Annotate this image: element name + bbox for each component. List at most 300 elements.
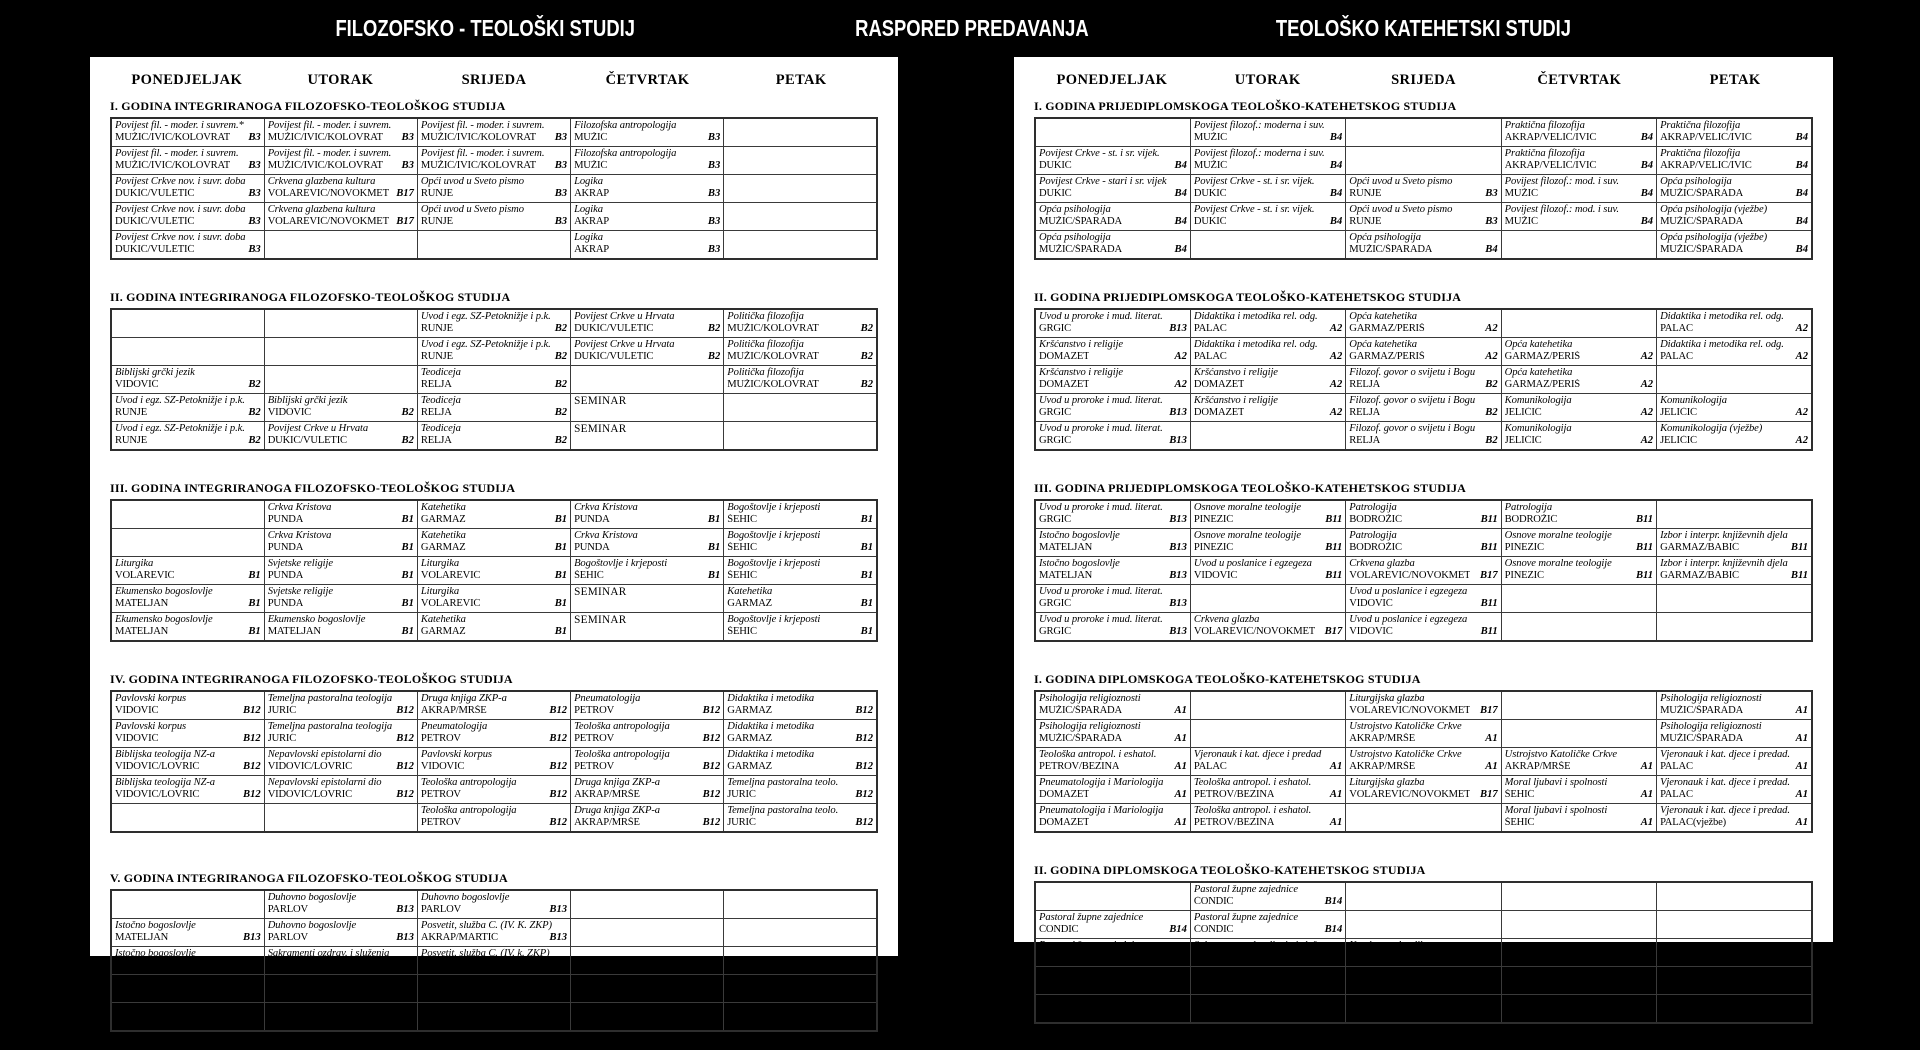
- lecturer-name: PALAC: [1660, 789, 1693, 800]
- room-code: B17: [1324, 626, 1343, 637]
- lecturer-name: ČONDIĆ: [1039, 924, 1079, 935]
- lecturer-name: MATELJAN: [267, 626, 321, 637]
- lecturer-room-line: [727, 570, 873, 583]
- timetable-cell: [724, 338, 877, 366]
- sections-container-left: [110, 99, 878, 1032]
- lecturer-room-line: [115, 598, 261, 611]
- lecturer-name: GARMAZ/PERIŠ: [1349, 980, 1425, 991]
- lecturer-room-line: [421, 570, 567, 583]
- lecturer-name: GRGIĆ: [1039, 407, 1071, 418]
- lecturer-name: DUKIĆ/VULETIĆ: [574, 323, 654, 334]
- day-header-petak: PETAK: [775, 72, 827, 88]
- lecturer-room-line: [421, 351, 567, 364]
- room-code: A2: [1329, 379, 1343, 390]
- course-name: Biblijska teologija NZ-a: [115, 749, 216, 760]
- lecturer-name: RUNJE: [420, 216, 453, 227]
- lecturer-name: VOLAREVIĆ/NOVOKMET: [1349, 789, 1471, 800]
- timetable-cell: [264, 529, 417, 557]
- course-name: Didaktika i metodika: [727, 749, 815, 760]
- room-code: B1: [860, 514, 873, 525]
- room-code: B13: [549, 904, 568, 915]
- timetable-cell: [111, 557, 264, 585]
- room-code: A2: [1795, 435, 1808, 446]
- room-code: B11: [1790, 570, 1808, 581]
- timetable-cell: [1346, 720, 1501, 748]
- timetable-cell: [1657, 175, 1812, 203]
- room-code: B14: [1169, 952, 1187, 963]
- timetable-row: [1035, 691, 1812, 720]
- timetable-cell-empty: [1035, 882, 1190, 911]
- lecturer-room-line: [1505, 188, 1653, 201]
- room-code: B2: [401, 435, 414, 446]
- course-name: Crkvena glazba: [1349, 558, 1415, 569]
- course-name: Liturgika: [115, 558, 154, 569]
- timetable-cell: [417, 613, 570, 642]
- lecturer-room-line: [1505, 542, 1653, 555]
- lecturer-name: DOMAZET: [1193, 379, 1245, 390]
- timetable: [1034, 308, 1813, 451]
- lecturer-name: AKRAP/VELIĆ/IVIĆ: [1504, 160, 1597, 171]
- timetable-cell: [1346, 939, 1501, 967]
- room-code: B4: [1640, 188, 1654, 199]
- timetable-cell: [1501, 175, 1656, 203]
- course-name: Sakramenti ozdrav. i služenja: [267, 948, 390, 959]
- timetable-cell: [264, 947, 417, 975]
- room-code: B2: [554, 407, 568, 418]
- course-name: Psihologija religioznosti: [1039, 721, 1141, 732]
- room-code: B14: [1480, 980, 1498, 991]
- timetable-cell-empty: [264, 366, 417, 394]
- lecturer-name: JELIČIĆ: [1660, 407, 1697, 418]
- lecturer-room-line: [1194, 924, 1342, 937]
- lecturer-name: PETROV: [420, 817, 461, 828]
- room-code: B12: [702, 817, 721, 828]
- lecturer-room-line: [421, 379, 567, 392]
- lecturer-room-line: [115, 932, 261, 945]
- lecturer-room-line: [1039, 216, 1187, 229]
- year-section: [1034, 99, 1813, 260]
- course-name: Povijest Crkve u Hrvata: [574, 311, 675, 322]
- lecturer-name: RUNJE: [420, 323, 453, 334]
- course-name: Patrologija: [1349, 502, 1397, 513]
- room-code: A1: [1329, 817, 1343, 828]
- room-code: B13: [1169, 323, 1187, 334]
- lecturer-room-line: [727, 514, 873, 527]
- lecturer-name: PALAC: [1193, 761, 1227, 772]
- room-code: B3: [554, 216, 568, 227]
- lecturer-room-line: [421, 932, 567, 945]
- room-code: B12: [243, 705, 261, 716]
- lecturer-name: ČONDIĆ: [1193, 924, 1234, 935]
- room-code: B2: [248, 407, 261, 418]
- timetable-row: [1035, 147, 1812, 175]
- lecturer-name: GARMAZ: [727, 733, 772, 744]
- room-code: B14: [1324, 952, 1343, 963]
- lecturer-name: MUŽIĆ/IVIĆ/KOLOVRAT: [267, 160, 383, 171]
- course-name: Kršćanstvo i religije: [1193, 395, 1278, 406]
- lecturer-room-line: [1660, 244, 1808, 257]
- lecturer-room-line: [268, 216, 414, 229]
- timetable-cell: [1346, 394, 1501, 422]
- course-name: Druga knjiga ZKP-a: [574, 805, 660, 816]
- timetable-cell-empty: [724, 147, 877, 175]
- timetable-row: [111, 890, 877, 919]
- timetable-cell: [724, 720, 877, 748]
- course-name: Opća katehetika: [1349, 339, 1417, 350]
- timetable-cell-empty: [1190, 691, 1345, 720]
- timetable-row: [1035, 613, 1812, 642]
- course-name: Uvod i egz. SZ-Petoknižje i p.k.: [420, 339, 551, 350]
- lecturer-room-line: [574, 542, 720, 555]
- room-code: B13: [549, 932, 568, 943]
- room-code: B1: [554, 514, 568, 525]
- lecturer-room-line: [1349, 407, 1497, 420]
- lecturer-room-line: [1039, 351, 1187, 364]
- lecturer-name: AKRAP/MRŠE: [574, 789, 640, 800]
- room-code: B1: [401, 570, 414, 581]
- timetable-cell: [1190, 394, 1345, 422]
- course-name: Opći uvod u Sveto pismo: [1349, 204, 1453, 215]
- course-name: Crkvena glazbena kultura: [267, 204, 376, 215]
- room-code: A1: [1795, 733, 1808, 744]
- lecturer-room-line: [115, 570, 261, 583]
- lecturer-room-line: [268, 160, 414, 173]
- lecturer-name: MATELJAN: [1039, 542, 1093, 553]
- lecturer-name: MUŽIĆ/KOLOVRAT: [727, 379, 819, 390]
- room-code: B12: [396, 733, 414, 744]
- room-code: B4: [1485, 244, 1498, 255]
- room-code: B12: [243, 733, 261, 744]
- course-name: Bogoštovlje i krjeposti: [727, 558, 821, 569]
- section-title: II. GODINA INTEGRIRANOGA FILOZOFSKO-TEOLOŠKOG STUDIJA: [110, 290, 511, 304]
- timetable-cell: [1657, 394, 1812, 422]
- lecturer-room-line: [574, 351, 720, 364]
- lecturer-room-line: [727, 705, 873, 718]
- lecturer-room-line: [1194, 379, 1342, 392]
- lecturer-room-line: [1660, 188, 1808, 201]
- day-header-utorak: UTORAK: [1234, 72, 1301, 88]
- timetable-cell-empty: [264, 804, 417, 833]
- lecturer-name: PINEZIĆ: [1193, 542, 1234, 553]
- timetable-cell: [1035, 338, 1190, 366]
- timetable-cell: [417, 691, 570, 720]
- timetable-cell: [1501, 529, 1656, 557]
- course-name: Vjeronauk i kat. djece i predad.: [1660, 805, 1790, 816]
- timetable-cell: [1657, 529, 1812, 557]
- timetable-cell: [417, 919, 570, 947]
- room-code: A1: [1329, 761, 1343, 772]
- lecturer-name: MUŽIĆ/KOLOVRAT: [727, 351, 819, 362]
- lecturer-name: RELJA: [420, 379, 452, 390]
- lecturer-name: MUŽIĆ/ŠPARADA: [1660, 188, 1744, 199]
- room-code: B14: [1169, 980, 1187, 991]
- day-header-utorak: UTORAK: [307, 72, 374, 88]
- timetable-cell: [1346, 231, 1501, 260]
- course-name: Uvod i egz. SZ-Petoknižje i p.k.: [115, 395, 245, 406]
- room-code: B11: [1325, 542, 1343, 553]
- lecturer-room-line: [115, 960, 261, 973]
- course-name: Povijest filozof.: moderna i suv.: [1193, 148, 1325, 159]
- lecturer-room-line: [1505, 407, 1653, 420]
- timetable-cell: [1035, 995, 1190, 1024]
- timetable-cell: [1035, 967, 1190, 995]
- lecturer-room-line: [1039, 542, 1187, 555]
- year-section: [1034, 672, 1813, 833]
- year-section: [110, 871, 878, 1032]
- lecturer-name: MATELJAN: [115, 598, 169, 609]
- lecturer-room-line: [1194, 216, 1342, 229]
- timetable-cell-empty: [724, 203, 877, 231]
- room-code: B2: [707, 351, 721, 362]
- timetable-cell: [571, 776, 724, 804]
- room-code: B12: [549, 789, 568, 800]
- timetable-cell-empty: [1657, 366, 1812, 394]
- course-name: Pastoral župne zajednice: [1039, 940, 1144, 951]
- course-name: Teodiceja: [420, 395, 461, 406]
- room-code: B11: [1480, 542, 1498, 553]
- timetable: [1034, 117, 1813, 260]
- room-code: B12: [549, 705, 568, 716]
- course-name: Osnove moralne teologije: [1504, 530, 1612, 541]
- lecturer-room-line: [1505, 379, 1653, 392]
- timetable-cell-empty: [264, 338, 417, 366]
- lecturer-name: MATELJAN: [1039, 570, 1093, 581]
- lecturer-name: PETROV/BEZINA: [1039, 1008, 1120, 1019]
- room-code: B1: [248, 626, 261, 637]
- room-code: B12: [855, 817, 873, 828]
- lecturer-name: PETROV: [420, 733, 461, 744]
- lecturer-name: RELJA: [1349, 407, 1381, 418]
- lecturer-room-line: [115, 789, 261, 802]
- lecturer-room-line: [115, 244, 261, 257]
- lecturer-room-line: [1505, 216, 1653, 229]
- lecturer-name: GARMAZ: [727, 598, 772, 609]
- room-code: B12: [855, 733, 873, 744]
- lecturer-name: PETROV: [420, 789, 461, 800]
- timetable-cell-empty: [1657, 911, 1812, 939]
- lecturer-room-line: [1660, 789, 1808, 802]
- lecturer-name: GARMAZ/PERIŠ: [1504, 379, 1580, 390]
- lecturer-name: VOLAREVIĆ/NOVOKMET: [1349, 705, 1471, 716]
- lecturer-name: GRGIĆ: [1039, 598, 1071, 609]
- lecturer-name: DUKIĆ: [1193, 216, 1227, 227]
- room-code: B14: [1169, 924, 1187, 935]
- timetable-cell: [111, 776, 264, 804]
- timetable-cell: [1035, 748, 1190, 776]
- timetable-cell-empty: [1346, 804, 1501, 833]
- lecturer-room-line: [1194, 514, 1342, 527]
- lecturer-room-line: [1039, 1008, 1187, 1021]
- lecturer-room-line: [268, 789, 414, 802]
- page-title-schedule: RASPORED PREDAVANJA: [855, 15, 1089, 41]
- section-title: I. GODINA PRIJEDIPLOMSKOGA TEOLOŠKO-KATEHETSKOG STUDIJA: [1034, 99, 1457, 113]
- course-name: Posvetit. služba C. (IV. k. ZKP): [420, 948, 550, 959]
- timetable-row: [111, 919, 877, 947]
- course-name: Teološka antropologija: [574, 721, 670, 732]
- room-code: B2: [1485, 435, 1498, 446]
- lecturer-room-line: [1039, 817, 1187, 830]
- room-code: B14: [1169, 1008, 1187, 1019]
- timetable-cell: [1657, 338, 1812, 366]
- room-code: B4: [1329, 188, 1343, 199]
- lecturer-room-line: [421, 817, 567, 830]
- room-code: B13: [1169, 542, 1187, 553]
- course-name: Kršćanstvo i religije: [1193, 367, 1278, 378]
- room-code: B2: [401, 407, 414, 418]
- course-name: Uvod u poslanice i egzegeza: [1193, 558, 1312, 569]
- timetable-cell-empty: [1346, 882, 1501, 911]
- year-section: [1034, 863, 1813, 1024]
- course-name: Didaktika i metodika: [727, 693, 815, 704]
- room-code: B14: [243, 1016, 261, 1027]
- course-name: Sakramenti ozdrav. i služenja: [115, 1004, 237, 1015]
- lecturer-room-line: [421, 188, 567, 201]
- lecturer-name: GARMAZ/PERIŠ: [1504, 980, 1580, 991]
- lecturer-name: VIDOVIĆ: [420, 761, 465, 772]
- room-code: B4: [1795, 132, 1808, 143]
- lecturer-name: PALAC: [1193, 323, 1227, 334]
- timetable-cell: [1035, 394, 1190, 422]
- timetable-cell-empty: [1501, 309, 1656, 338]
- lecturer-room-line: [268, 960, 414, 973]
- room-code: B4: [1795, 216, 1808, 227]
- lecturer-name: PUNDA: [267, 514, 304, 525]
- lecturer-room-line: [574, 188, 720, 201]
- lecturer-name: GRGIĆ: [1039, 514, 1071, 525]
- lecturer-name: VIDOVIĆ: [115, 705, 159, 716]
- day-header-petak: PETAK: [1709, 72, 1761, 88]
- room-code: B1: [248, 570, 261, 581]
- lecturer-name: RELJA: [420, 407, 452, 418]
- lecturer-name: RUNJE: [420, 351, 453, 362]
- timetable-row: [111, 557, 877, 585]
- timetable: [110, 889, 878, 1032]
- timetable-row: [1035, 939, 1812, 967]
- timetable-row: [1035, 967, 1812, 995]
- lecturer-room-line: [1039, 244, 1187, 257]
- timetable-cell-empty: [1190, 995, 1345, 1024]
- room-code: B4: [1795, 244, 1808, 255]
- room-code: B12: [855, 761, 873, 772]
- timetable-cell: [1190, 529, 1345, 557]
- room-code: B2: [248, 435, 261, 446]
- lecturer-name: AKRAP/VELIĆ/IVIĆ: [1660, 132, 1752, 143]
- lecturer-name: AKRAP/VELIĆ/IVIĆ: [1504, 132, 1597, 143]
- lecturer-name: RUNJE: [1349, 188, 1382, 199]
- timetable-cell: [571, 529, 724, 557]
- lecturer-room-line: [1039, 626, 1187, 639]
- timetable-cell-empty: [571, 1003, 724, 1032]
- timetable-cell: [1346, 748, 1501, 776]
- lecturer-room-line: [1039, 323, 1187, 336]
- timetable-row: [1035, 776, 1812, 804]
- lecturer-name: PETROV/BEZINA: [267, 960, 349, 971]
- course-name: Sakrament ozdravljenja i služ.: [1039, 996, 1165, 1007]
- timetable-row: [111, 748, 877, 776]
- timetable-row: [111, 500, 877, 529]
- course-name: Psihologija religioznosti: [1660, 693, 1762, 704]
- timetable-cell: [1346, 422, 1501, 451]
- course-name: Pneumatologija: [574, 693, 641, 704]
- course-name: Druga knjiga ZKP-a: [420, 693, 507, 704]
- timetable-row: [111, 394, 877, 422]
- timetable-cell: [111, 1003, 264, 1032]
- lecturer-name: AKRAP/MRŠE: [574, 817, 640, 828]
- course-name: Teodiceja: [420, 367, 461, 378]
- room-code: B1: [401, 542, 414, 553]
- timetable-cell: [1190, 175, 1345, 203]
- timetable-row: [111, 175, 877, 203]
- year-section: [110, 99, 878, 260]
- room-code: B12: [396, 789, 414, 800]
- course-name: Ekumensko bogoslovlje: [115, 614, 213, 625]
- room-code: B17: [1480, 789, 1498, 800]
- lecturer-name: RELJA: [1349, 379, 1381, 390]
- timetable-cell: [417, 748, 570, 776]
- timetable-row: [111, 691, 877, 720]
- lecturer-name: DOMAZET: [1039, 351, 1090, 362]
- course-name: Povijest filozof.: mod. i suv.: [1504, 204, 1619, 215]
- timetable: [110, 117, 878, 260]
- lecturer-name: BODROŽIĆ: [1349, 514, 1402, 525]
- room-code: B14: [396, 960, 414, 971]
- lecturer-room-line: [421, 542, 567, 555]
- timetable-cell: [111, 691, 264, 720]
- timetable-cell: [1346, 203, 1501, 231]
- timetable-cell-empty: [1657, 967, 1812, 995]
- timetable-cell: [571, 720, 724, 748]
- lecturer-name: DOMAZET: [1039, 789, 1090, 800]
- timetable-row: [1035, 995, 1812, 1024]
- course-name: Opći uvod u Sveto pismo: [420, 204, 524, 215]
- lecturer-room-line: [1505, 789, 1653, 802]
- lecturer-name: VIDOVIĆ/LOVRIĆ: [267, 761, 352, 772]
- timetable-cell: [1346, 691, 1501, 720]
- lecturer-name: PUNDA: [574, 514, 610, 525]
- timetable-cell: [1190, 557, 1345, 585]
- timetable-row: [111, 804, 877, 833]
- timetable-cell: [111, 720, 264, 748]
- timetable-cell: [417, 557, 570, 585]
- timetable-cell: [1501, 967, 1656, 995]
- course-name: Komunikologija: [1660, 395, 1727, 406]
- lecturer-name: RUNJE: [115, 407, 147, 418]
- course-name: Teodiceja: [420, 423, 461, 434]
- lecturer-room-line: [268, 705, 414, 718]
- course-name: Uvod u proroke i mud. literat.: [1039, 311, 1163, 322]
- room-code: B1: [707, 514, 721, 525]
- timetable-cell: [264, 147, 417, 175]
- timetable-cell: [111, 585, 264, 613]
- lecturer-name: JURIĆ: [727, 817, 756, 828]
- lecturer-name: PETROV/BEZINA: [1193, 789, 1275, 800]
- course-name: Istočno bogoslovlje: [115, 948, 196, 959]
- timetable: [110, 308, 878, 451]
- timetable-cell-empty: [1657, 613, 1812, 642]
- room-code: B12: [243, 761, 261, 772]
- timetable-cell-empty: [1501, 720, 1656, 748]
- timetable-row: [111, 975, 877, 1003]
- timetable-cell: [1501, 804, 1656, 833]
- lecturer-name: VIDOVIĆ: [1349, 626, 1393, 637]
- course-name: Izbor i interpr. književnih djela: [1660, 558, 1788, 569]
- room-code: B17: [396, 188, 414, 199]
- timetable-cell-seminar: SEMINAR: [571, 422, 724, 451]
- timetable-cell-empty: [111, 804, 264, 833]
- lecturer-name: GARMAZ: [420, 514, 466, 525]
- room-code: B12: [855, 789, 873, 800]
- room-code: B3: [707, 132, 721, 143]
